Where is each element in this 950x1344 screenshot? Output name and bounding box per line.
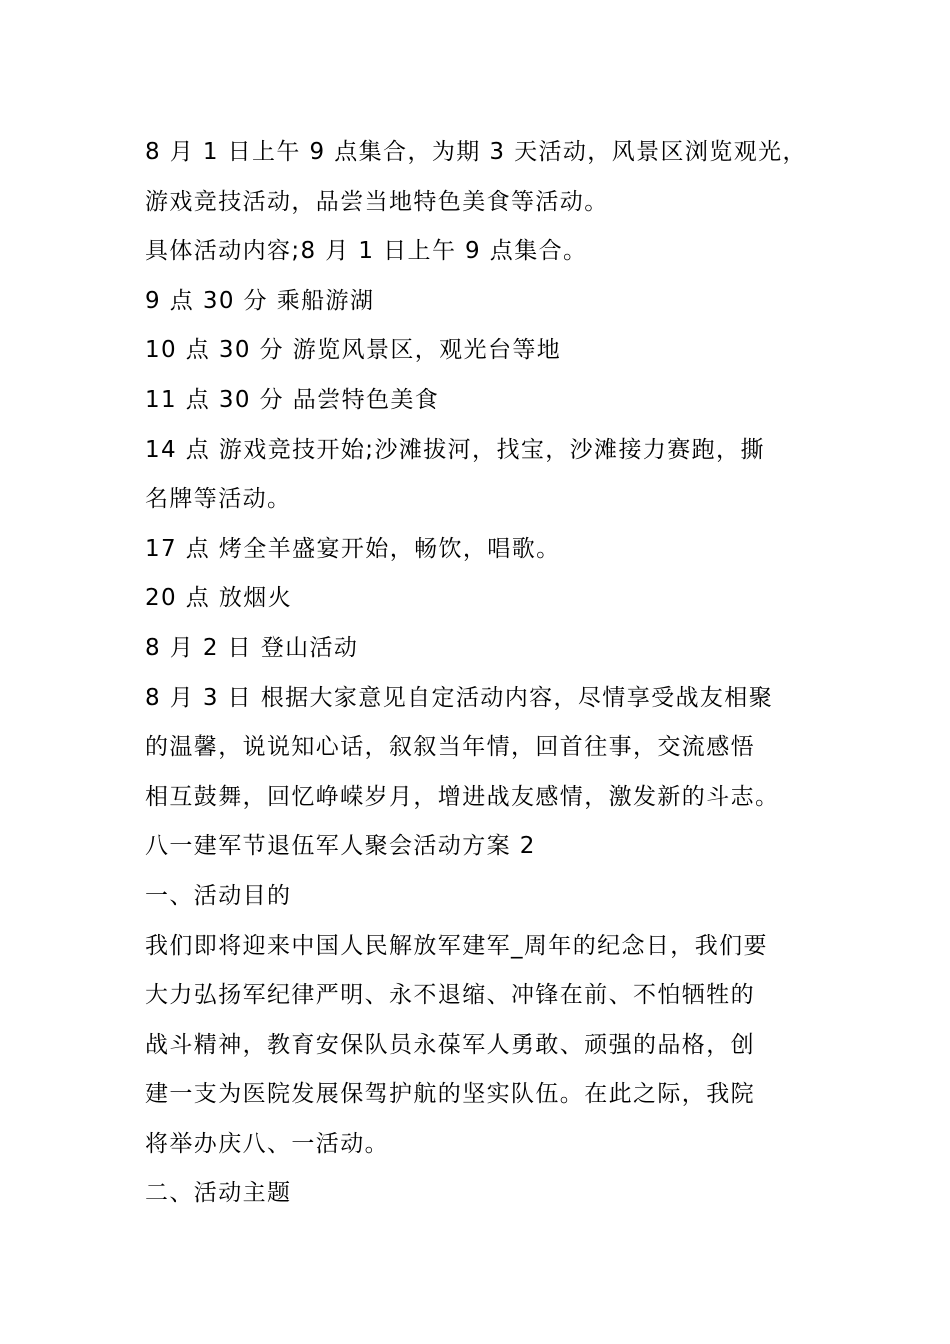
text-line: 9 点 30 分 乘船游湖: [145, 287, 375, 314]
section-title: 八一建军节退伍军人聚会活动方案 2: [145, 833, 536, 860]
text-line: 11 点 30 分 品尝特色美食: [145, 386, 440, 413]
text-line: 将举办庆八、一活动。: [145, 1130, 389, 1157]
text-line: 8 月 1 日上午 9 点集合，为期 3 天活动，风景区浏览观光，: [145, 139, 807, 165]
text-line: 名牌等活动。: [145, 486, 292, 513]
section-heading: 一、活动目的: [145, 882, 292, 909]
text-line: 8 月 3 日 根据大家意见自定活动内容，尽情享受战友相聚: [145, 684, 774, 711]
text-line: 相互鼓舞，回忆峥嵘岁月，增进战友感情，激发新的斗志。: [145, 783, 780, 810]
text-line: 我们即将迎来中国人民解放军建军_周年的纪念日，我们要: [145, 932, 768, 959]
text-line: 20 点 放烟火: [145, 585, 293, 612]
text-line: 的温馨，说说知心话，叙叙当年情，回首往事，交流感悟: [145, 734, 755, 761]
text-line: 大力弘扬军纪律严明、永不退缩、冲锋在前、不怕牺牲的: [145, 982, 755, 1009]
section-heading: 二、活动主题: [145, 1180, 292, 1207]
text-line: 建一支为医院发展保驾护航的坚实队伍。在此之际，我院: [145, 1081, 755, 1108]
text-line: 游戏竞技活动，品尝当地特色美食等活动。: [145, 188, 609, 215]
text-line: 17 点 烤全羊盛宴开始，畅饮，唱歌。: [145, 535, 561, 562]
text-line: 具体活动内容;8 月 1 日上午 9 点集合。: [145, 238, 588, 265]
text-line: 10 点 30 分 游览风景区，观光台等地: [145, 337, 562, 364]
text-line: 8 月 2 日 登山活动: [145, 634, 359, 661]
document-body: [145, 128, 810, 1219]
text-line: 14 点 游戏竞技开始;沙滩拔河，找宝，沙滩接力赛跑，撕: [145, 436, 765, 463]
text-line: 战斗精神，教育安保队员永葆军人勇敢、顽强的品格，创: [145, 1031, 755, 1058]
